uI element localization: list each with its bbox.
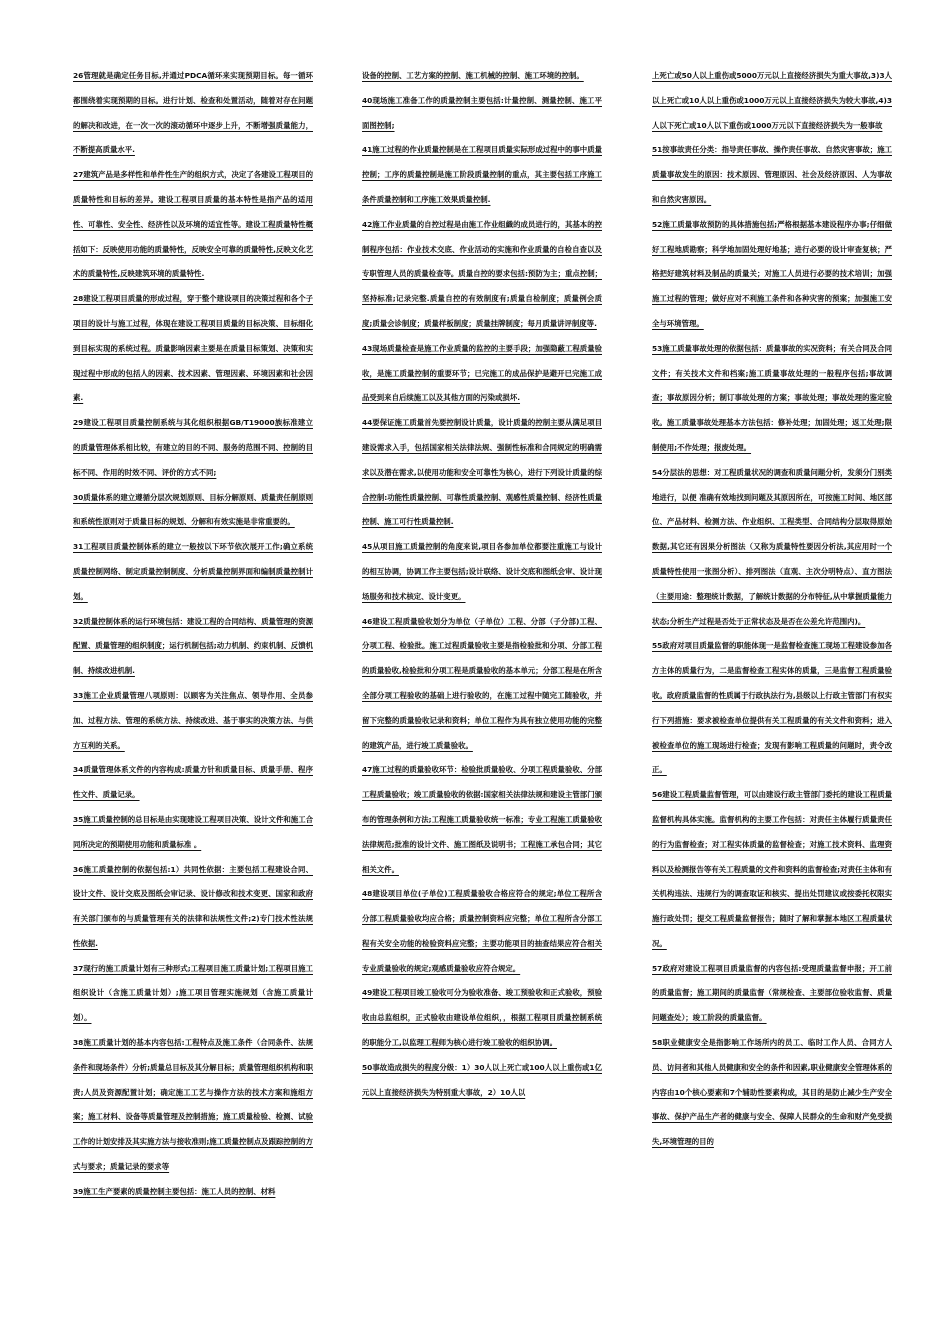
text-column-left <box>73 64 313 1205</box>
paragraph: 47施工过程的质量验收环节：检验批质量验收、分项工程质量验收、分部工程质量验收；竣工质量验收的依据:国家相关法律法规和建设主管部门颁布的管理条例和方法;工程施工质量验收统一标准；专业工程施工质量验收法律规范;批准的设计文件、施工图纸及说明书；工程施工承包合同；其它相关文件。 <box>362 765 602 874</box>
paragraph: 49建设工程项目竣工验收可分为验收准备、竣工预验收和正式验收，预验收由总监组织，正式验收由建设单位组织，，根据工程项目质量控制系统的职能分工,以监理工程师为核心进行竣工验收的组织协调。 <box>362 988 602 1048</box>
paragraph: 56建设工程质量监督管理，可以由建设行政主管部门委托的建设工程质量监督机构具体实施。监督机构的主要工作包括：对责任主体履行质量责任的行为监督检查；对工程实体质量的监督检查；对施工技术资料、监理资料以及检测报告等有关工程质量的文件和资料的监督检查;对责任主体和有关机构违法、违规行为的调查取证和核实、提出处罚建议或按委托权限实施行政处罚；提交工程质量监督报告；随时了解和掌握本地区工程质量状况。 <box>652 790 892 948</box>
paragraph: 50事故造成损失的程度分级：1）30人以上死亡或100人以上重伤或1亿元以上直接经济损失为特别重大事故，2）10人以 <box>362 1062 602 1097</box>
paragraph: 58职业健康安全是指影响工作场所内的员工、临时工作人员、合同方人员、访问者和其他人员健康和安全的条件和因素,职业健康安全管理体系的内容由10个核心要素和7个辅助性要素构成，其目的是防止减少生产安全事故、保护产品生产者的健康与安全、保障人民群众的生命和财产免受损失,环境管理的目的 <box>652 1038 892 1147</box>
paragraph: 27建筑产品是多样性和单件性生产的组织方式，决定了各建设工程项目的质量特性和目标的差异。建设工程项目质量的基本特性是指产品的适用性、可靠性、安全性、经济性以及环境的适宜性等。建设工程质量特性概括如下：反映使用功能的质量特性，反映安全可靠的质量特性,反映文化艺术的质量特性,反映建筑环境的质量特性. <box>73 170 313 279</box>
paragraph: 31工程项目质量控制体系的建立一般按以下环节依次展开工作;确立系统质量控制网络、制定质量控制制度、分析质量控制界面和编制质量控制计划。 <box>73 542 313 601</box>
paragraph: 48建设项目单位(子单位)工程质量验收合格应符合的规定;单位工程所含分部工程质量验收均应合格；质量控制资料应完整；单位工程所含分部工程有关安全功能的检验资料应完整；主要功能项目的抽查结果应符合相关专业质量验收的规定;观感质量验收应符合规定。 <box>362 889 602 973</box>
paragraph: 29建设工程项目质量控制系统与其化组织根据GB/T19000族标准建立的质量管理体系相比较，有建立的目的不同、服务的范围不同、控制的目标不同、作用的时效不同、评价的方式不同; <box>73 418 313 477</box>
paragraph: 51按事故责任分类：指导责任事故、操作责任事故、自然灾害事故；施工质量事故发生的原因：技术原因、管理原因、社会及经济原因、人为事故和自然灾害原因。 <box>652 145 892 204</box>
paragraph: 28建设工程项目质量的形成过程，穿于整个建设项目的决策过程和各个子项目的设计与施工过程，体现在建设工程项目质量的目标决策、目标细化到目标实现的系统过程。质量影响因素主要是在质量目标策划、决策和实现过程中形成的包括人的因素、技术因素、管理因素、环境因素和社会因素. <box>73 294 313 403</box>
paragraph: 45从项目施工质量控制的角度来说,项目各参加单位都要注重施工与设计的相互协调，协调工作主要包括;设计联络、设计交底和图纸会审、设计现场服务和技术核定、设计变更。 <box>362 542 602 601</box>
paragraph: 46建设工程质量验收划分为单位（子单位）工程、分部（子分部)工程、分项工程、检验批。施工过程质量验收主要是指检验批和分项、分部工程的质量验收,检验批和分项工程是质量验收的基本单元；分部工程是在所含全部分项工程验收的基础上进行验收的，在施工过程中随完工随验收，并留下完整的质量验收记录和资料；单位工程作为具有独立使用功能的完整的建筑产品，进行竣工质量验收。 <box>362 616 602 750</box>
paragraph: 36施工质量控制的依据包括:1）共同性依据：主要包括工程建设合同、设计文件、设计交底及图纸会审记录、设计修改和技术变更、国家和政府有关部门颁布的与质量管理有关的法律和法规性文件;2)专门技术性法规性依据. <box>73 864 313 948</box>
paragraph: 57政府对建设工程项目质量监督的内容包括:受理质量监督申报；开工前的质量监督；施工期间的质量监督（常规检查、主要部位验收监督、质量问题查处）；竣工阶段的质量监督。 <box>652 963 892 1023</box>
paragraph: 42施工作业质量的自控过程是由施工作业组織的成员进行的，其基本的控制程序包括：作业技术交底、作业活动的实施和作业质量的自检自查以及专职管理人员的质量检查等。质量自控的要求包括:预防为主；重点控制；坚持标准;记录完整.质量自控的有效制度有;质量自检制度；质量例会质度;质量会诊制度；质量样板制度；质量挂牌制度；每月质量讲评制度等. <box>362 219 602 328</box>
paragraph: 39施工生产要素的质量控制主要包括：施工人员的控制、材料 <box>73 1186 276 1196</box>
paragraph: 35施工质量控制的总目标是由实现建设工程项目决策、设计文件和施工合同所决定的预期使用功能和质量标准 。 <box>73 814 313 849</box>
paragraph: 30质量体系的建立遵循分层次规划原则、目标分解原则、质量责任制原则和系统性原则对于质量目标的规划、分解和有效实施是非常重要的。 <box>73 492 313 527</box>
paragraph: 32质量控制体系的运行环境包括：建设工程的合同结构、质量管理的资源配置、质量管理的组织制度；运行机制包括;动力机制、约束机制、反馈机制、持续改进机制. <box>73 616 313 676</box>
paragraph: 54分层法的思想：对工程质量状况的调查和质量问题分析，发须分门别类地进行，以便 准确有效地找到问题及其原因所在，可按施工时间、地区部位、产品材料、检测方法、作业组织、工程类型、合同结构分层取得原始数据,其它还有因果分析图法（又称为质量特性要因分析法,其应用时一个质量特性使用一张图分析）、排列图法（直观、主次分明特点）、直方图法（主要用途：整理统计数据，了解统计数据的分布特征,从中掌握质量能力状态;分析生产过程是否处于正常状态及是否在公差允许范围内)。 <box>652 467 892 626</box>
paragraph: 43现场质量检查是施工作业质量的监控的主要手段；加强隐蔽工程质量验收，是施工质量控制的重要环节；已完施工的成品保护是避开已完施工成品受到来自后续施工以及其他方面的污染或损坏. <box>362 343 602 403</box>
paragraph: 52施工质量事故预防的具体措施包括;严格根据基本建设程序办事;仔细做好工程地质勘察；科学地加固处理好地基；进行必要的设计审查复核；严格把好建筑材料及制品的质量关；对施工人员进行必要的技术培训；加强施工过程的管理；做好应对不利施工条件和各种灾害的预案；加强施工安全与环境管理。 <box>652 219 892 328</box>
paragraph: 设备的控制、工艺方案的控制、施工机械的控制、施工环境的控制。 <box>362 71 584 80</box>
paragraph: 55政府对项目质量监督的职能体现一是监督检查施工现场工程建设参加各方主体的质量行为，二是监督检查工程实体的质量，三是监督工程质量验收。政府质量监督的性质属于行政执法行为,县级以上行政主管部门有权实行下列措施：要求被检查单位提供有关工程质量的有关文件和资料；进入被检查单位的施工现场进行检查；发现有影响工程质量的问题时，责令改正。 <box>652 641 892 775</box>
text-column-right <box>652 64 892 1155</box>
paragraph: 40现场施工准备工作的质量控制主要包括:计量控制、测量控制、施工平面图控制; <box>362 95 602 130</box>
paragraph: 33施工企业质量管理八项原则：以顾客为关注焦点、领导作用、全员参加、过程方法、管理的系统方法、持续改进、基于事实的决策方法、与供方互利的关系。 <box>73 690 313 750</box>
text-column-middle <box>362 64 602 1105</box>
paragraph: 34质量管理体系文件的内容构成:质量方针和质量目标、质量手册、程序性文件、质量记录。 <box>73 765 313 800</box>
paragraph: 上死亡或50人以上重伤或5000万元以上直接经济损失为重大事故,3)3人以上死亡或10人以上重伤或1000万元以上直接经济损失为较大事故,4)3人以下死亡或10人以下重伤或1000万元以下直接经济损失为一般事故 <box>652 71 892 130</box>
paragraph: 44要保证施工质量首先要控制设计质量，设计质量的控制主要从满足项目建设需求入手，包括国家相关法律法规、强制性标准和合同规定的明确需求以及潜在需求,以使用功能和安全可靠性为核心，进行下列设计质量的综合控制:功能性质量控制、可靠性质量控制、观感性质量控制、经济性质量控制、施工可行性质量控制. <box>362 418 602 527</box>
paragraph: 38施工质量计划的基本内容包括:工程特点及施工条件（合同条件、法规条件和现场条件）分析;质量总目标及其分解目标；质量管理组织机构和职责;人员及资源配置计划；确定施工工艺与操作方法的技术方案和施组方案；施工材料、设备等质量管理及控制措施；施工质量检验、检测、试验工作的计划安排及其实施方法与接收准则;施工质量控制点及跟踪控制的方式与要求；质量记录的要求等 <box>73 1038 313 1172</box>
paragraph: 41施工过程的作业质量控制是在工程项目质量实际形成过程中的事中质量控制；工序的质量控制是施工阶段质量控制的重点，其主要包括工序施工条件质量控制和工序施工效果质量控制. <box>362 145 602 204</box>
paragraph: 37现行的施工质量计划有三种形式;工程项目施工质量计划;工程项目施工组织设计（含施工质量计划）;施工项目管理实施规划（含施工质量计划）。 <box>73 963 313 1023</box>
paragraph: 26管理就是确定任务目标,并通过PDCA循环来实现预期目标。每一循环都围绕着实现预期的目标。进行计划、检查和处置活动，随着对存在问题的解决和改进，在一次一次的滚动循环中逐步上升，不断增强质量能力，不断提高质量水平. <box>73 71 313 155</box>
paragraph: 53施工质量事故处理的依据包括：质量事故的实况资料；有关合同及合同文件；有关技术文件和档案;施工质量事故处理的一般程序包括;事故调查；事故原因分析；制订事故处理的方案；事故处理；事故处理的鉴定验收。施工质量事故处理基本方法包括：修补处理；加固处理；返工处理;限制使用;不作处理；报废处理。 <box>652 343 892 452</box>
